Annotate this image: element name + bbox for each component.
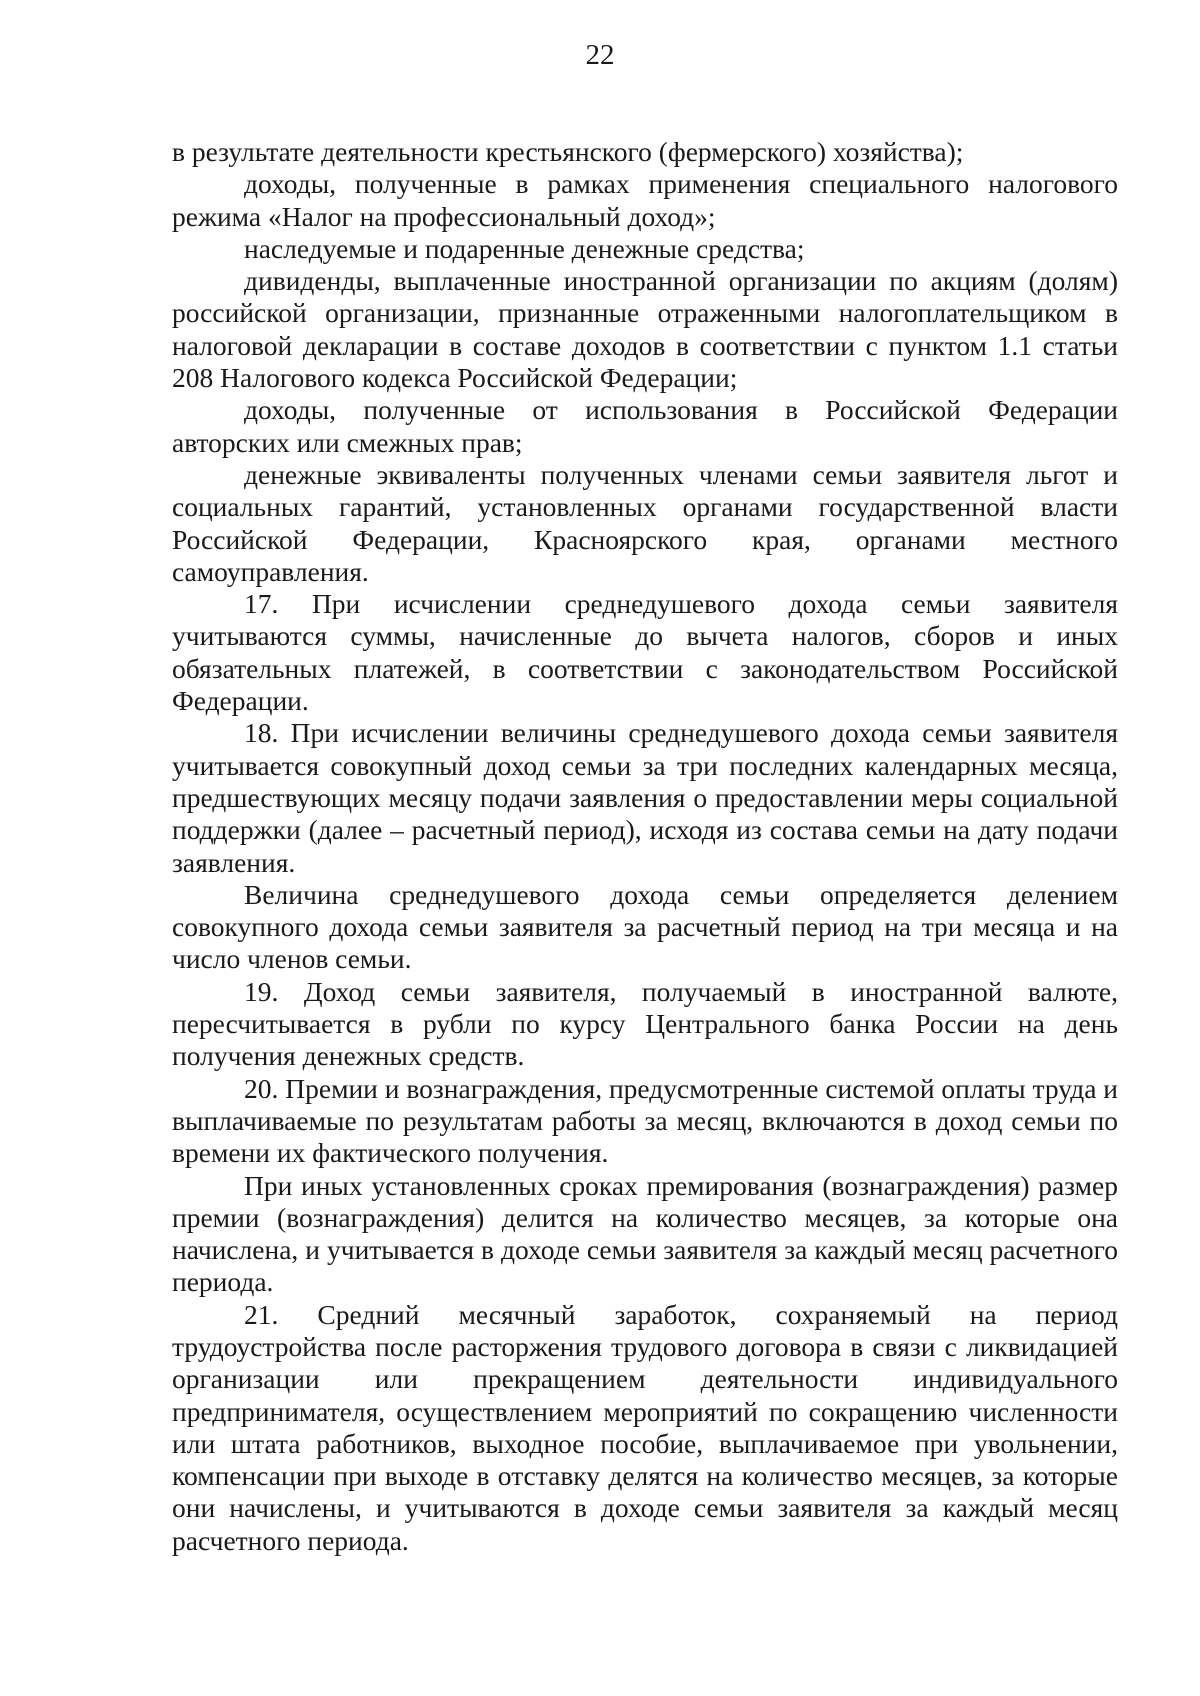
paragraph-author-rights: доходы, полученные от использования в Российской Федерации авторских или смежных прав;: [172, 394, 1118, 458]
clause-17: 17. При исчислении среднедушевого дохода семьи заявителя учитываются суммы, начисленные до вычета налогов, сборов и иных обязательных платежей, в соответствии с законодательством Российской Федерации.: [172, 588, 1118, 717]
document-body: [172, 136, 1118, 1557]
clause-19: 19. Доход семьи заявителя, получаемый в иностранной валюте, пересчитывается в рубли по курсу Центрального банка России на день получения денежных средств.: [172, 975, 1118, 1072]
clause-20: 20. Премии и вознаграждения, предусмотренные системой оплаты труда и выплачиваемые по результатам работы за месяц, включаются в доход семьи по времени их фактического получения.: [172, 1072, 1119, 1169]
clause-21: 21. Средний месячный заработок, сохраняемый на период трудоустройства после расторжения трудового договора в связи с ликвидацией организации или прекращением деятельности индивидуального предпринимателя, осуществлением мероприятий по сокращению численности или штата работников, выходное пособие, выплачиваемое при увольнении, компенсации при выходе в отставку делятся на количество месяцев, за которые они начислены, и учитываются в доходе семьи заявителя за каждый месяц расчетного периода.: [172, 1298, 1118, 1556]
paragraph-bonus-periods: При иных установленных сроках премирования (вознаграждения) размер премии (вознаграждения) делится на количество месяцев, за которые она начислена, и учитывается в доходе семьи заявителя за каждый месяц расчетного периода.: [172, 1169, 1118, 1298]
paragraph-professional-income: доходы, полученные в рамках применения специального налогового режима «Налог на профессиональный доход»;: [172, 168, 1118, 232]
paragraph-continuation: в результате деятельности крестьянского (фермерского) хозяйства);: [172, 136, 964, 167]
page-number: 22: [585, 39, 615, 71]
paragraph-inherited-funds: наследуемые и подаренные денежные средства;: [244, 232, 805, 264]
paragraph-dividends: дивиденды, выплаченные иностранной организации по акциям (долям) российской организации, признанные отраженными налогоплательщиком в налоговой декларации в составе доходов в соответствии с пунктом 1.1 статьи 208 Налогового кодекса Российской Федерации;: [172, 265, 1118, 394]
paragraph-income-calculation: Величина среднедушевого дохода семьи определяется делением совокупного дохода семьи заявителя за расчетный период на три месяца и на число членов семьи.: [172, 878, 1118, 975]
clause-18: 18. При исчислении величины среднедушевого дохода семьи заявителя учитывается совокупный доход семьи за три последних календарных месяца, предшествующих месяцу подачи заявления о предоставлении меры социальной поддержки (далее – расчетный период), исходя из состава семьи на дату подачи заявления.: [172, 717, 1118, 878]
paragraph-monetary-equivalents: денежные эквиваленты полученных членами семьи заявителя льгот и социальных гарантий, установленных органами государственной власти Российской Федерации, Красноярского края, органами местного самоуправления.: [172, 458, 1118, 587]
